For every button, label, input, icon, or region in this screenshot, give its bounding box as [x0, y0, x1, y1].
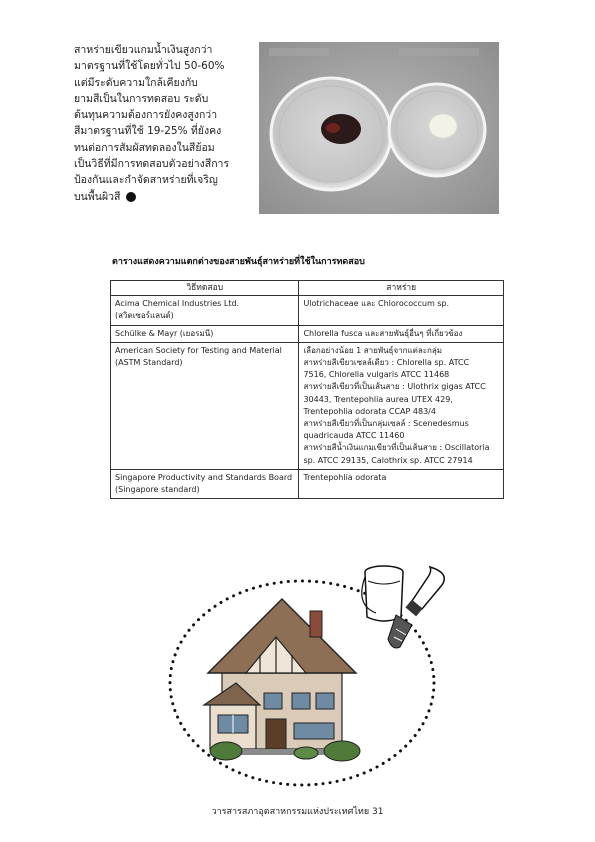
- intro-line: สีมาตรฐานที่ใช้ 19-25% ที่ยังคง: [74, 125, 222, 138]
- intro-line: เป็นวิธีที่มีการทดสอบตัวอย่างสีการ: [74, 158, 230, 171]
- method-cell: [111, 469, 299, 498]
- page-footer: วารสารสภาอุตสาหกรรมแห่งประเทศไทย 31: [211, 807, 384, 817]
- method-line: (สวิตเซอร์แลนด์): [115, 311, 174, 321]
- algae-line: สาหร่ายสีเขียวเซลล์เดียว : Chlorella sp. ATCC: [303, 358, 470, 368]
- algae-line: สาหร่ายสีน้ำเงินแกมเขียวที่เป็นเส้นสาย : Oscillatoria: [303, 443, 490, 453]
- method-line: (ASTM Standard): [115, 358, 183, 368]
- method-cell: [111, 342, 299, 469]
- table-row: [111, 342, 504, 469]
- algae-line: Trentepohlia odorata CCAP 483/4: [303, 406, 436, 416]
- method-line: American Society for Testing and Material: [115, 345, 282, 355]
- table-header-row: [111, 281, 504, 296]
- intro-line: บนพื้นผิวสี: [74, 189, 244, 205]
- table-row: [111, 469, 504, 498]
- algae-line: สาหร่ายสีเขียวที่เป็นกลุ่มเซลล์ : Scenedesmus: [303, 419, 469, 429]
- intro-line: ทนต่อการสัมผัสทดลองในสีย้อม: [74, 141, 215, 154]
- table-title: ตารางแสดงความแตกต่างของสายพันธุ์สาหร่ายที่ใช้ในการทดสอบ: [112, 257, 365, 267]
- intro-paragraph: [74, 42, 244, 205]
- algae-line: sp. ATCC 29135, Calothrix sp. ATCC 27914: [303, 455, 473, 465]
- algae-line: 30443, Trentepohlia aurea UTEX 429,: [303, 394, 453, 404]
- algae-line: เลือกอย่างน้อย 1 สายพันธุ์จากแต่ละกลุ่ม: [303, 345, 443, 355]
- intro-line: แต่มีระดับความใกล้เคียงกับ: [74, 76, 198, 89]
- intro-line: ต้นทุนความต้องการยังคงสูงกว่า: [74, 109, 218, 122]
- intro-line: มาตรฐานที่ใช้โดยทั่วไป 50-60%: [74, 60, 225, 73]
- column-header-method: วิธีทดสอบ: [111, 281, 299, 296]
- intro-line: ยามสีเป็นในการทดสอบ ระดับ: [74, 92, 209, 105]
- algae-cell: [299, 342, 504, 469]
- algae-cell: [299, 469, 504, 498]
- algae-line: Trentepohlia odorata: [303, 472, 387, 482]
- algae-cell: [299, 296, 504, 325]
- intro-line: ป้องกันและกำจัดสาหร่ายที่เจริญ: [74, 174, 218, 187]
- intro-line: สาหร่ายเขียวแกมน้ำเงินสูงกว่า: [74, 44, 213, 56]
- table-row: [111, 296, 504, 325]
- column-header-algae: สาหร่าย: [299, 281, 504, 296]
- method-line: (Singapore standard): [115, 485, 200, 495]
- method-cell: [111, 325, 299, 342]
- algae-line: Chlorella fusca และสายพันธุ์อื่นๆ ที่เกี่ยวข้อง: [303, 328, 463, 338]
- algae-line: Ulotrichaceae และ Chlorococcum sp.: [303, 299, 450, 309]
- method-line: Singapore Productivity and Standards Board: [115, 472, 293, 482]
- table-row: [111, 325, 504, 342]
- algae-test-table: [110, 280, 504, 499]
- algae-line: quadricauda ATCC 11460: [303, 431, 405, 441]
- end-of-article-icon: [126, 192, 136, 202]
- house-paint-illustration: [160, 555, 455, 790]
- algae-line: 7516, Chlorella vulgaris ATCC 11468: [303, 370, 450, 380]
- paint-can-icon: [362, 566, 403, 621]
- house-icon: [204, 599, 360, 761]
- algae-line: สาหร่ายสีเขียวที่เป็นเส้นสาย : Ulothrix gigas ATCC: [303, 382, 486, 392]
- algae-cell: [299, 325, 504, 342]
- petri-dishes-photo: [259, 42, 499, 214]
- method-line: Schülke & Mayr (เยอรมนี): [115, 328, 214, 338]
- method-line: Acima Chemical Industries Ltd.: [115, 299, 240, 309]
- method-cell: [111, 296, 299, 325]
